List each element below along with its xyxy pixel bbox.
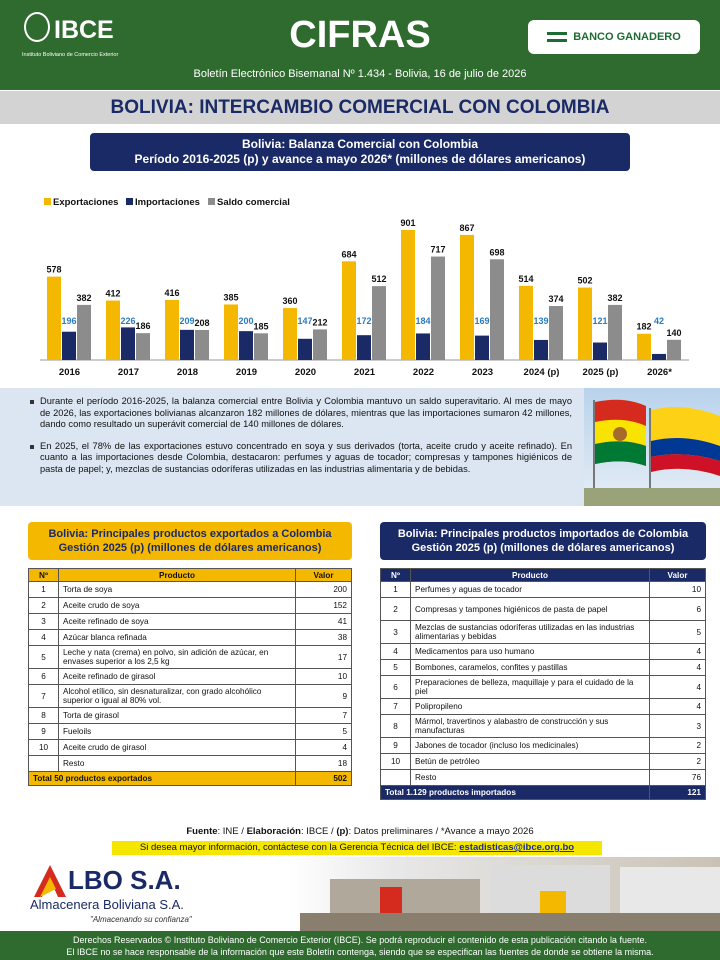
data-label-0-7: 867 — [459, 222, 475, 233]
legend-label-0: Exportaciones — [53, 197, 119, 208]
table-row — [381, 644, 706, 660]
data-label-2-7: 698 — [489, 247, 505, 258]
footer-line1: Derechos Reservados © Instituto Boliviano de Comercio Exterior (IBCE). Se podrá reproducir el contenido de esta publicación citando la fuente. — [73, 935, 647, 945]
logo-subtext: Instituto Boliviano de Comercio Exterior — [22, 52, 119, 58]
row-number: 8 — [381, 715, 411, 738]
row-number: 4 — [381, 644, 411, 660]
data-label-1-0: 196 — [61, 316, 77, 326]
data-label-2-1: 186 — [135, 321, 151, 332]
table-row — [29, 756, 352, 772]
data-label-2-8: 374 — [548, 294, 564, 305]
row-number: 2 — [381, 598, 411, 621]
row-product: Fueloils — [59, 724, 296, 740]
exports-title-line2: Gestión 2025 (p) (millones de dólares americanos) — [58, 542, 322, 554]
bar-1-5 — [357, 335, 371, 360]
logo-text: IBCE — [54, 16, 114, 44]
summary-bullet-1: Durante el período 2016-2025, la balanza comercial entre Bolivia y Colombia mantuvo un saldo superavitario. Al mes de mayo de 2026, las exportaciones bolivianas alcanzaron 182 millones de dólares, mientras que las importaciones sumaron 42 millones, dando como resultado un superávit comercial de 140 millones de dólares. — [30, 396, 572, 431]
table-row — [29, 724, 352, 740]
row-number: 8 — [29, 708, 59, 724]
data-label-0-0: 578 — [46, 264, 62, 275]
table-row — [381, 715, 706, 738]
table-row — [29, 582, 352, 598]
bar-1-0 — [62, 332, 76, 360]
row-value: 200 — [296, 582, 352, 598]
x-tick-label-3: 2019 — [235, 367, 258, 378]
data-label-1-5: 172 — [356, 316, 372, 326]
row-value: 6 — [650, 598, 706, 621]
total-value: 502 — [296, 772, 352, 786]
row-number: 6 — [29, 669, 59, 685]
row-product: Jabones de tocador (incluso los medicinales) — [411, 738, 650, 754]
imports-title-line1: Bolivia: Principales productos importados de Colombia — [397, 528, 689, 540]
bar-1-9 — [593, 343, 607, 360]
col-header-value: Valor — [650, 569, 706, 582]
total-row — [381, 786, 706, 800]
chart-title-line2: Período 2016-2025 (p) y avance a mayo 2026* (millones de dólares americanos) — [134, 152, 586, 166]
row-product: Mezclas de sustancias odoríferas utilizadas en las industrias alimentarias y bebidas — [411, 621, 650, 644]
bank-icon — [547, 32, 567, 42]
legend-swatch-1 — [126, 198, 133, 205]
bar-1-4 — [298, 339, 312, 360]
x-tick-label-7: 2023 — [471, 367, 494, 378]
data-label-2-5: 512 — [371, 274, 387, 285]
row-product: Preparaciones de belleza, maquillaje y para el cuidado de la piel — [411, 676, 650, 699]
bar-2-3 — [254, 333, 268, 360]
table-row — [381, 676, 706, 699]
data-label-1-4: 147 — [297, 316, 313, 326]
exports-table-title — [28, 522, 352, 560]
table-row — [29, 685, 352, 708]
bar-0-10 — [637, 334, 651, 360]
bar-2-10 — [667, 340, 681, 360]
row-number: 6 — [381, 676, 411, 699]
row-number — [381, 770, 411, 786]
bar-0-9 — [578, 288, 592, 360]
row-product: Aceite crudo de girasol — [59, 740, 296, 756]
contact-email-link[interactable]: estadisticas@ibce.org.bo — [459, 842, 575, 853]
table-row — [381, 660, 706, 676]
data-label-0-6: 901 — [400, 218, 416, 228]
contact-text: Si desea mayor información, contáctese con la Gerencia Técnica del IBCE: — [139, 842, 460, 853]
row-number: 1 — [29, 582, 59, 598]
col-header-number: Nº — [381, 569, 411, 582]
bulletin-title: CIFRAS — [289, 14, 431, 56]
row-value: 41 — [296, 614, 352, 630]
row-product: Compresas y tampones higiénicos de pasta de papel — [411, 598, 650, 621]
total-value: 121 — [650, 786, 706, 800]
data-label-2-3: 185 — [253, 321, 269, 332]
bar-0-8 — [519, 286, 533, 360]
sponsor-logo[interactable] — [528, 20, 700, 54]
row-value: 2 — [650, 754, 706, 770]
row-number: 9 — [29, 724, 59, 740]
row-product: Mármol, travertinos y alabastro de construcción y sus manufacturas — [411, 715, 650, 738]
imports-table-title — [380, 522, 706, 560]
source-value: : INE / — [217, 826, 247, 837]
data-label-2-2: 208 — [194, 317, 210, 328]
footer-line2: El IBCE no se hace responsable de la información que este Boletín contenga, siendo que se especifican las fuentes de donde se obtiene la misma. — [66, 947, 654, 957]
row-product: Resto — [59, 756, 296, 772]
albo-slogan: "Almacenando su confianza" — [90, 915, 192, 924]
table-row — [29, 708, 352, 724]
bar-1-7 — [475, 336, 489, 360]
data-label-0-4: 360 — [282, 296, 298, 307]
row-number: 10 — [29, 740, 59, 756]
data-label-1-2: 209 — [179, 316, 195, 326]
col-header-product: Producto — [411, 569, 650, 582]
total-label: Total 50 productos exportados — [29, 772, 296, 786]
row-product: Azúcar blanca refinada — [59, 630, 296, 646]
footer — [0, 931, 720, 960]
col-header-product: Producto — [59, 569, 296, 582]
elaboration-label: Elaboración — [246, 826, 301, 837]
preliminary-value: : Datos preliminares / *Avance a mayo 2026 — [348, 826, 534, 837]
bulletin-subtitle: Boletín Electrónico Bisemanal Nº 1.434 - Bolivia, 16 de julio de 2026 — [193, 68, 527, 80]
bar-2-4 — [313, 329, 327, 360]
bar-2-7 — [490, 259, 504, 360]
elaboration-value: : IBCE / — [300, 826, 337, 837]
data-label-2-6: 717 — [430, 244, 446, 255]
data-label-1-1: 226 — [120, 316, 136, 326]
row-number: 3 — [29, 614, 59, 630]
trade-balance-chart — [0, 190, 720, 385]
x-tick-label-4: 2020 — [294, 367, 317, 378]
albo-brand: LBO S.A. — [68, 865, 181, 895]
exports-table — [28, 568, 352, 786]
flags-image — [584, 388, 720, 506]
data-label-2-0: 382 — [76, 292, 92, 303]
row-value: 10 — [296, 669, 352, 685]
bar-0-2 — [165, 300, 179, 360]
row-value: 5 — [650, 621, 706, 644]
row-product: Aceite crudo de soya — [59, 598, 296, 614]
row-value: 4 — [650, 699, 706, 715]
table-row — [29, 614, 352, 630]
bar-2-0 — [77, 305, 91, 360]
table-row — [29, 669, 352, 685]
data-label-1-6: 184 — [415, 316, 431, 326]
row-product: Betún de petróleo — [411, 754, 650, 770]
row-product: Torta de girasol — [59, 708, 296, 724]
data-label-2-9: 382 — [607, 292, 623, 303]
bar-0-1 — [106, 301, 120, 360]
x-tick-label-10: 2026* — [647, 367, 672, 378]
bar-2-1 — [136, 333, 150, 360]
row-product: Aceite refinado de soya — [59, 614, 296, 630]
contact-banner — [112, 841, 602, 855]
data-label-1-9: 121 — [592, 316, 608, 326]
table-row — [381, 754, 706, 770]
row-number: 7 — [381, 699, 411, 715]
row-number: 7 — [29, 685, 59, 708]
row-value: 4 — [650, 644, 706, 660]
bar-2-9 — [608, 305, 622, 360]
row-value: 9 — [296, 685, 352, 708]
data-label-1-8: 139 — [533, 316, 549, 326]
legend-label-1: Importaciones — [135, 197, 200, 208]
col-header-number: Nº — [29, 569, 59, 582]
row-product: Resto — [411, 770, 650, 786]
row-number: 5 — [29, 646, 59, 669]
preliminary-label: (p) — [336, 826, 349, 837]
bar-0-4 — [283, 308, 297, 360]
chart-title-line1: Bolivia: Balanza Comercial con Colombia — [241, 137, 479, 151]
row-product: Leche y nata (crema) en polvo, sin adición de azúcar, en envases superior a los 2,5 kg — [59, 646, 296, 669]
legend-swatch-2 — [208, 198, 215, 205]
x-tick-label-6: 2022 — [412, 367, 435, 378]
bar-0-5 — [342, 261, 356, 360]
row-value: 10 — [650, 582, 706, 598]
row-product: Polipropileno — [411, 699, 650, 715]
col-header-value: Valor — [296, 569, 352, 582]
bar-0-3 — [224, 304, 238, 360]
data-label-0-1: 412 — [105, 288, 121, 299]
bar-1-2 — [180, 330, 194, 360]
bar-1-3 — [239, 331, 253, 360]
table-row — [381, 699, 706, 715]
row-value: 76 — [650, 770, 706, 786]
bar-2-5 — [372, 286, 386, 360]
row-value: 18 — [296, 756, 352, 772]
row-value: 3 — [650, 715, 706, 738]
row-value: 7 — [296, 708, 352, 724]
bar-1-8 — [534, 340, 548, 360]
row-product: Perfumes y aguas de tocador — [411, 582, 650, 598]
row-value: 152 — [296, 598, 352, 614]
legend-label-2: Saldo comercial — [217, 197, 290, 208]
imports-title-line2: Gestión 2025 (p) (millones de dólares americanos) — [411, 542, 675, 554]
bar-1-6 — [416, 333, 430, 360]
table-row — [29, 740, 352, 756]
bar-2-8 — [549, 306, 563, 360]
albo-name: Almacenera Boliviana S.A. — [30, 897, 184, 912]
row-value: 38 — [296, 630, 352, 646]
data-label-0-8: 514 — [518, 273, 534, 284]
albo-advertisement[interactable] — [0, 857, 720, 931]
row-product: Medicamentos para uso humano — [411, 644, 650, 660]
header-bar — [0, 0, 720, 90]
data-label-0-3: 385 — [223, 292, 239, 303]
table-row — [381, 770, 706, 786]
row-number: 2 — [29, 598, 59, 614]
legend-swatch-0 — [44, 198, 51, 205]
row-number: 10 — [381, 754, 411, 770]
data-label-0-2: 416 — [164, 287, 180, 298]
x-tick-label-2: 2018 — [176, 367, 199, 378]
main-title: BOLIVIA: INTERCAMBIO COMERCIAL CON COLOMBIA — [0, 91, 720, 124]
x-tick-label-5: 2021 — [353, 367, 376, 378]
row-product: Alcohol etílico, sin desnaturalizar, con grado alcohólico superior o igual al 80% vol. — [59, 685, 296, 708]
row-product: Torta de soya — [59, 582, 296, 598]
summary-bullet-2: En 2025, el 78% de las exportaciones estuvo concentrado en soya y sus derivados (torta, aceite crudo y aceite refinado). En cuanto a las importaciones desde Colombia, destacaron: perfumes y aguas de tocador; compresas y tampones higiénicos de pasta de papel; y, mezclas de sustancias odoríferas utilizadas en las industrias alimentaria y de bebidas. — [30, 441, 572, 476]
sponsor-name: BANCO GANADERO — [573, 31, 681, 43]
bar-0-6 — [401, 230, 415, 360]
exports-title-line1: Bolivia: Principales productos exportados a Colombia — [48, 528, 332, 540]
row-number: 1 — [381, 582, 411, 598]
data-label-2-10: 140 — [666, 327, 682, 338]
bar-1-10 — [652, 354, 666, 360]
source-label: Fuente — [186, 826, 218, 837]
row-value: 17 — [296, 646, 352, 669]
bar-0-7 — [460, 235, 474, 360]
bar-2-2 — [195, 330, 209, 360]
row-value: 4 — [296, 740, 352, 756]
data-label-1-10: 42 — [653, 316, 665, 326]
imports-table — [380, 568, 706, 800]
row-number: 3 — [381, 621, 411, 644]
x-tick-label-8: 2024 (p) — [523, 367, 560, 378]
data-label-1-7: 169 — [474, 316, 490, 326]
row-number — [29, 756, 59, 772]
table-row — [381, 582, 706, 598]
total-row — [29, 772, 352, 786]
chart-title — [90, 133, 630, 171]
data-label-0-9: 502 — [577, 275, 593, 286]
data-label-2-4: 212 — [312, 317, 328, 328]
table-row — [29, 646, 352, 669]
row-value: 5 — [296, 724, 352, 740]
x-tick-label-1: 2017 — [117, 367, 140, 378]
x-tick-label-9: 2025 (p) — [582, 367, 619, 378]
data-label-1-3: 200 — [238, 316, 254, 326]
table-row — [381, 621, 706, 644]
source-note — [0, 826, 720, 837]
bar-2-6 — [431, 257, 445, 360]
row-number: 5 — [381, 660, 411, 676]
table-row — [29, 630, 352, 646]
table-row — [29, 598, 352, 614]
total-label: Total 1.129 productos importados — [381, 786, 650, 800]
data-label-0-10: 182 — [636, 321, 652, 332]
row-number: 9 — [381, 738, 411, 754]
bar-0-0 — [47, 277, 61, 360]
bar-1-1 — [121, 327, 135, 360]
data-label-0-5: 684 — [341, 249, 357, 260]
row-product: Bombones, caramelos, confites y pastillas — [411, 660, 650, 676]
table-row — [381, 738, 706, 754]
x-tick-label-0: 2016 — [58, 367, 81, 378]
table-row — [381, 598, 706, 621]
row-product: Aceite refinado de girasol — [59, 669, 296, 685]
row-number: 4 — [29, 630, 59, 646]
row-value: 2 — [650, 738, 706, 754]
row-value: 4 — [650, 676, 706, 699]
row-value: 4 — [650, 660, 706, 676]
